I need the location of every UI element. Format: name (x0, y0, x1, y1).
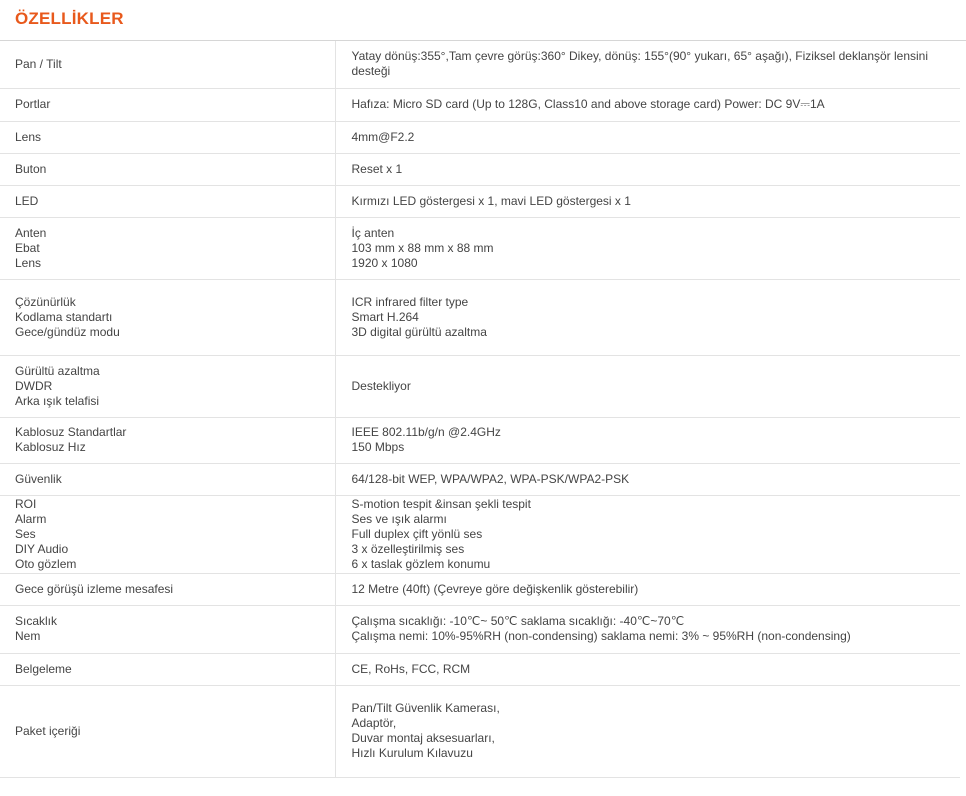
specs-table-body (0, 41, 960, 777)
spec-label-cell (0, 355, 335, 417)
spec-label: DIY Audio (15, 541, 69, 556)
spec-label-cell (0, 41, 335, 88)
spec-value: 3D digital gürültü azaltma (351, 324, 487, 339)
spec-label: DWDR (15, 378, 53, 393)
spec-value: IEEE 802.11b/g/n @2.4GHz (351, 425, 501, 439)
spec-label: Sıcaklık (15, 614, 58, 628)
spec-value: Kırmızı LED göstergesi x 1, mavi LED göstergesi x 1 (351, 193, 631, 208)
spec-label-cell (0, 463, 335, 495)
spec-value-cell (335, 685, 960, 777)
spec-value: Adaptör, (351, 716, 397, 730)
spec-label: Nem (15, 629, 41, 643)
spec-row (0, 355, 960, 417)
spec-value-cell (335, 88, 960, 121)
spec-row (0, 121, 960, 153)
spec-row (0, 279, 960, 355)
spec-value-cell (335, 605, 960, 653)
spec-value: Pan/Tilt Güvenlik Kamerası, (351, 701, 500, 715)
spec-label: Oto gözlem (15, 556, 77, 571)
spec-row (0, 685, 960, 777)
spec-value: 1920 x 1080 (351, 255, 418, 270)
spec-value: 12 Metre (40ft) (Çevreye göre değişkenlik gösterebilir) (351, 581, 639, 596)
spec-value-cell (335, 463, 960, 495)
spec-value-cell (335, 653, 960, 685)
spec-value: CE, RoHs, FCC, RCM (351, 661, 471, 676)
spec-value: 4mm@F2.2 (351, 129, 415, 144)
spec-value: ICR infrared filter type (351, 294, 469, 309)
spec-row (0, 653, 960, 685)
spec-value: İç anten (351, 225, 395, 240)
spec-value: Smart H.264 (351, 309, 419, 324)
spec-label-cell (0, 217, 335, 279)
spec-label: Lens (15, 129, 42, 144)
spec-row (0, 605, 960, 653)
spec-value: 103 mm x 88 mm x 88 mm (351, 240, 494, 255)
spec-label: Gece görüşü izleme mesafesi (15, 581, 174, 596)
spec-label: Anten (15, 225, 47, 240)
spec-label-cell (0, 573, 335, 605)
spec-value-cell (335, 417, 960, 463)
spec-label-cell (0, 605, 335, 653)
spec-label: ROI (15, 496, 37, 511)
spec-label-cell (0, 185, 335, 217)
spec-row (0, 417, 960, 463)
spec-value-cell (335, 41, 960, 88)
spec-row (0, 495, 960, 573)
spec-row (0, 41, 960, 88)
section-header (0, 0, 966, 41)
spec-label-cell (0, 153, 335, 185)
spec-label-cell (0, 685, 335, 777)
spec-value-cell (335, 355, 960, 417)
spec-value: Çalışma sıcaklığı: -10℃~ 50℃ saklama sıcaklığı: -40℃~70℃ (351, 614, 685, 628)
spec-value-cell (335, 495, 960, 573)
spec-label: Paket içeriği (15, 723, 81, 738)
spec-value: Full duplex çift yönlü ses (351, 526, 483, 541)
spec-value-cell (335, 279, 960, 355)
spec-value: Yatay dönüş:355°,Tam çevre görüş:360° Dikey, dönüş: 155°(90° yukarı, 65° aşağı), Fiziksel deklanşör lensini desteği (351, 49, 929, 79)
spec-label: Çözünürlük (15, 294, 76, 309)
spec-label: LED (15, 193, 39, 208)
spec-value-cell (335, 121, 960, 153)
spec-value: S-motion tespit &insan şekli tespit (351, 496, 531, 511)
spec-label: Güvenlik (15, 471, 62, 486)
spec-label: Ses (15, 526, 36, 541)
spec-row (0, 217, 960, 279)
spec-value-cell (335, 185, 960, 217)
spec-label: Kablosuz Hız (15, 440, 86, 454)
spec-label: Ebat (15, 240, 40, 255)
spec-row (0, 88, 960, 121)
spec-label-cell (0, 121, 335, 153)
spec-label: Portlar (15, 97, 51, 111)
spec-value-cell (335, 217, 960, 279)
spec-label: Alarm (15, 511, 47, 526)
specs-table (0, 41, 960, 778)
spec-label: Pan / Tilt (15, 56, 62, 71)
spec-value-cell (335, 573, 960, 605)
spec-label-cell (0, 279, 335, 355)
spec-label: Belgeleme (15, 661, 72, 676)
spec-value: 6 x taslak gözlem konumu (351, 556, 491, 571)
spec-label: Kodlama standartı (15, 309, 113, 324)
spec-value: Çalışma nemi: 10%-95%RH (non-condensing) saklama nemi: 3% ~ 95%RH (non-condensing) (351, 629, 851, 643)
spec-value: Hızlı Kurulum Kılavuzu (351, 746, 473, 760)
spec-value: Ses ve ışık alarmı (351, 511, 447, 526)
spec-row (0, 153, 960, 185)
spec-label: Kablosuz Standartlar (15, 425, 127, 439)
spec-row (0, 185, 960, 217)
spec-value: 64/128-bit WEP, WPA/WPA2, WPA-PSK/WPA2-PSK (351, 471, 630, 486)
spec-label: Lens (15, 255, 42, 270)
spec-value-cell (335, 153, 960, 185)
spec-label-cell (0, 88, 335, 121)
spec-value: Duvar montaj aksesuarları, (351, 731, 495, 745)
spec-value: 150 Mbps (351, 440, 405, 454)
spec-value: Reset x 1 (351, 161, 403, 176)
spec-label: Arka ışık telafisi (15, 393, 100, 408)
spec-label-cell (0, 417, 335, 463)
spec-label: Gece/gündüz modu (15, 324, 120, 339)
spec-label-cell (0, 495, 335, 573)
spec-value: Destekliyor (351, 378, 411, 393)
spec-row (0, 573, 960, 605)
section-title: ÖZELLİKLER (15, 9, 124, 28)
spec-label: Gürültü azaltma (15, 363, 100, 378)
spec-row (0, 463, 960, 495)
spec-label-cell (0, 653, 335, 685)
spec-value: Hafıza: Micro SD card (Up to 128G, Class10 and above storage card) Power: DC 9V⎓1A (351, 97, 825, 111)
spec-label: Buton (15, 161, 47, 176)
spec-value: 3 x özelleştirilmiş ses (351, 541, 465, 556)
